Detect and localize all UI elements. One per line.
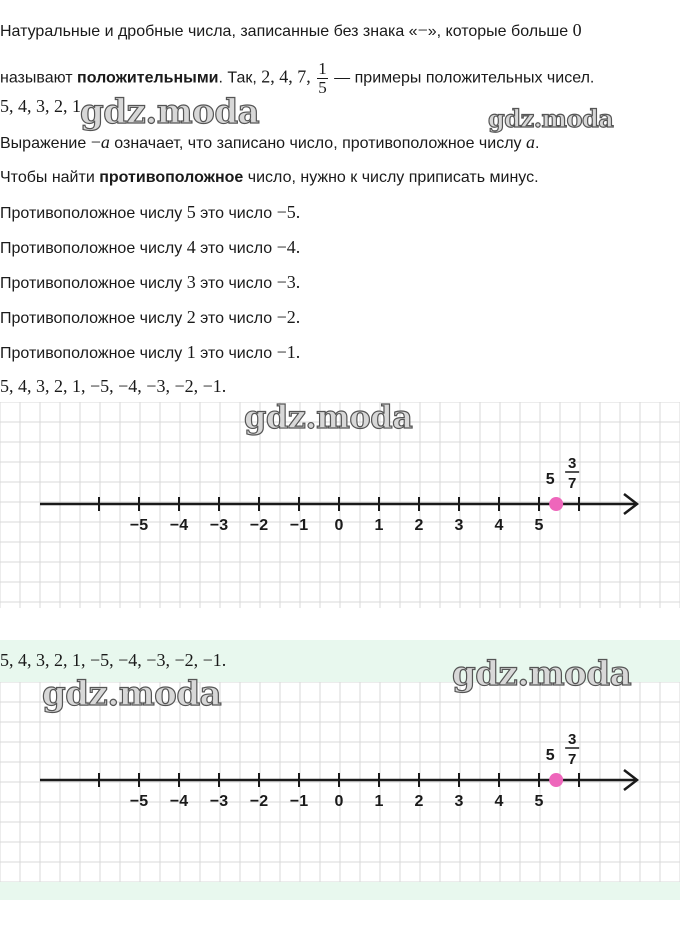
tick-label: 3 [454, 517, 464, 534]
point-label-numerator: 3 [567, 731, 577, 748]
opposite-line-4: Противоположное числу 4 это число −4. [0, 237, 301, 257]
tick-label: 0 [334, 517, 344, 534]
opposite-line-3: Противоположное числу 3 это число −3. [0, 272, 301, 292]
watermark-1: gdz.moda [80, 92, 260, 132]
positive-numbers-line: 5, 4, 3, 2, 1 [0, 96, 81, 116]
opposite-line-5: Противоположное числу 5 это число −5. [0, 202, 301, 222]
point-label-whole: 5 [545, 747, 555, 764]
tick-label: −4 [169, 517, 189, 534]
rule-line: Чтобы найти противоположное число, нужно к числу приписать минус. [0, 169, 539, 186]
tick-label: −5 [129, 793, 149, 810]
tick-label: 5 [534, 517, 544, 534]
tick-label: 4 [494, 793, 504, 810]
opposite-line-2: Противоположное числу 2 это число −2. [0, 307, 301, 327]
term-opposite: противоположное [99, 169, 244, 186]
expression-line: Выражение −a означает, что записано число, противоположное числу a. [0, 132, 540, 152]
answer-line-1: 5, 4, 3, 2, 1, −5, −4, −3, −2, −1. [0, 376, 227, 396]
tick-label: 4 [494, 517, 504, 534]
tick-label: 0 [334, 793, 344, 810]
tick-label: −2 [249, 793, 269, 810]
watermark-4: gdz.moda [452, 654, 632, 694]
tick-label: 2 [414, 517, 424, 534]
tick-label: −1 [289, 793, 309, 810]
watermark-2: gdz.moda [488, 104, 614, 133]
tick-label: 1 [374, 793, 384, 810]
tick-label: −3 [209, 793, 229, 810]
tick-label: 3 [454, 793, 464, 810]
answer-line-2: 5, 4, 3, 2, 1, −5, −4, −3, −2, −1. [0, 650, 227, 670]
point-label-denominator: 7 [567, 751, 577, 768]
tick-label: −4 [169, 793, 189, 810]
tick-label: −2 [249, 517, 269, 534]
answer-band-bottom [0, 882, 680, 900]
term-positive: положительными [77, 69, 219, 87]
point-label-numerator: 3 [567, 455, 577, 472]
intro-line-2: называют положительными. Так, 2, 4, 7, $\frac{1}{5}$ — примеры положительных чисел. [0, 59, 595, 97]
tick-label: 1 [374, 517, 384, 534]
point-marker [549, 773, 563, 787]
tick-label: −1 [289, 517, 309, 534]
point-marker [549, 497, 563, 511]
tick-label: −3 [209, 517, 229, 534]
tick-label: 5 [534, 793, 544, 810]
watermark-5: gdz.moda [42, 674, 222, 714]
opposite-line-1: Противоположное числу 1 это число −1. [0, 342, 301, 362]
intro-line-1: Натуральные и дробные числа, записанные без знака «−», которые больше 0 [0, 20, 582, 40]
fraction-one-fifth: $\frac{1}{5}$ [318, 59, 327, 97]
watermark-3: gdz.moda [244, 398, 413, 436]
tick-label: 2 [414, 793, 424, 810]
tick-label: −5 [129, 517, 149, 534]
point-label-whole: 5 [545, 471, 555, 488]
point-label-denominator: 7 [567, 475, 577, 492]
